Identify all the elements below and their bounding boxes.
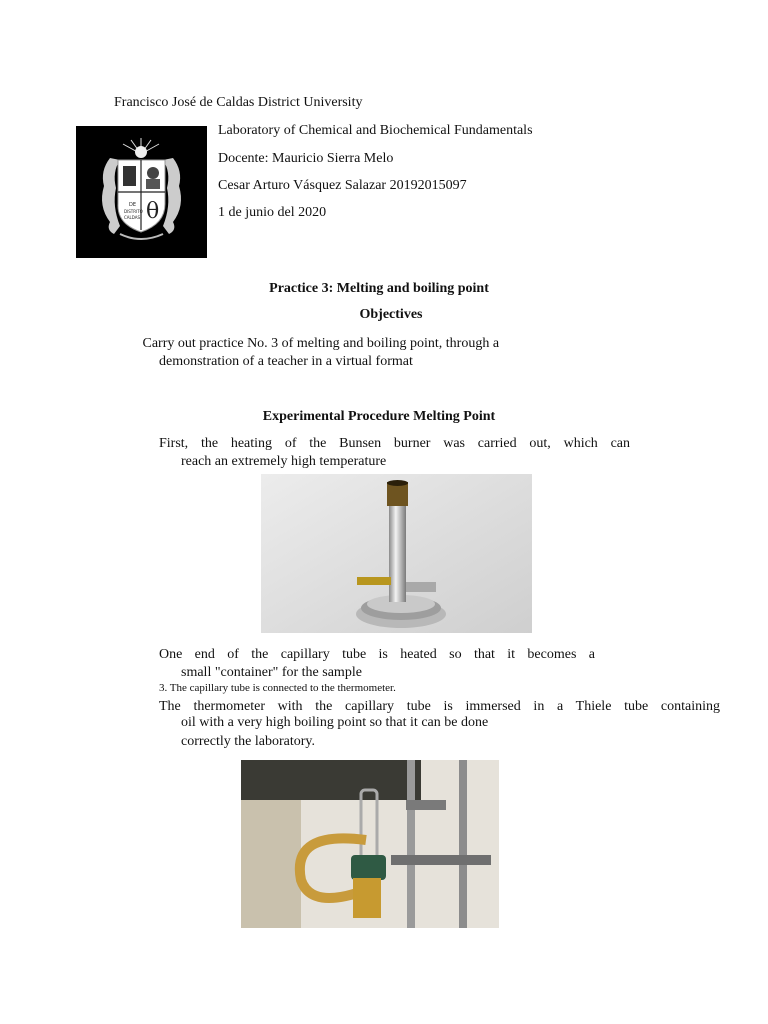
svg-text:DISTRITO: DISTRITO [124,209,143,214]
lab-name: Laboratory of Chemical and Biochemical Fundamentals [218,123,533,138]
step3-text: 3. The capillary tube is connected to the thermometer. [159,682,396,694]
step2-line-2: small "container" for the sample [181,665,362,680]
step4-line-2: oil with a very high boiling point so that it can be done [181,715,489,730]
step1-line-2: reach an extremely high temperature [181,454,387,469]
page-title: Practice 3: Melting and boiling point [269,281,489,296]
svg-text:CALDAS: CALDAS [124,215,141,220]
student-info: Cesar Arturo Vásquez Salazar 20192015097 [218,178,467,193]
procedure-heading: Experimental Procedure Melting Point [262,409,496,424]
objective-line-2: demonstration of a teacher in a virtual format [159,354,413,369]
step1-line-1: First, the heating of the Bunsen burner was carried out, which can [159,436,630,451]
step4-line-3: correctly the laboratory. [181,734,315,749]
step2-line-1: One end of the capillary tube is heated so that it becomes a [159,647,595,662]
svg-text:θ: θ [146,199,160,224]
thiele-tube-apparatus-photo [241,760,499,928]
university-name: Francisco José de Caldas District University [114,95,363,110]
objective-line-1: Carry out practice No. 3 of melting and boiling point, through a [142,336,500,351]
svg-text:DE: DE [129,202,137,208]
document-date: 1 de junio del 2020 [218,205,327,220]
bunsen-burner-photo [261,474,532,633]
objectives-heading: Objectives [359,307,423,322]
objective-item [139,335,499,353]
teacher-name: Docente: Mauricio Sierra Melo [218,151,394,166]
university-crest-logo [76,126,207,258]
step4-line-1: The thermometer with the capillary tube is immersed in a Thiele tube containing [159,699,720,714]
